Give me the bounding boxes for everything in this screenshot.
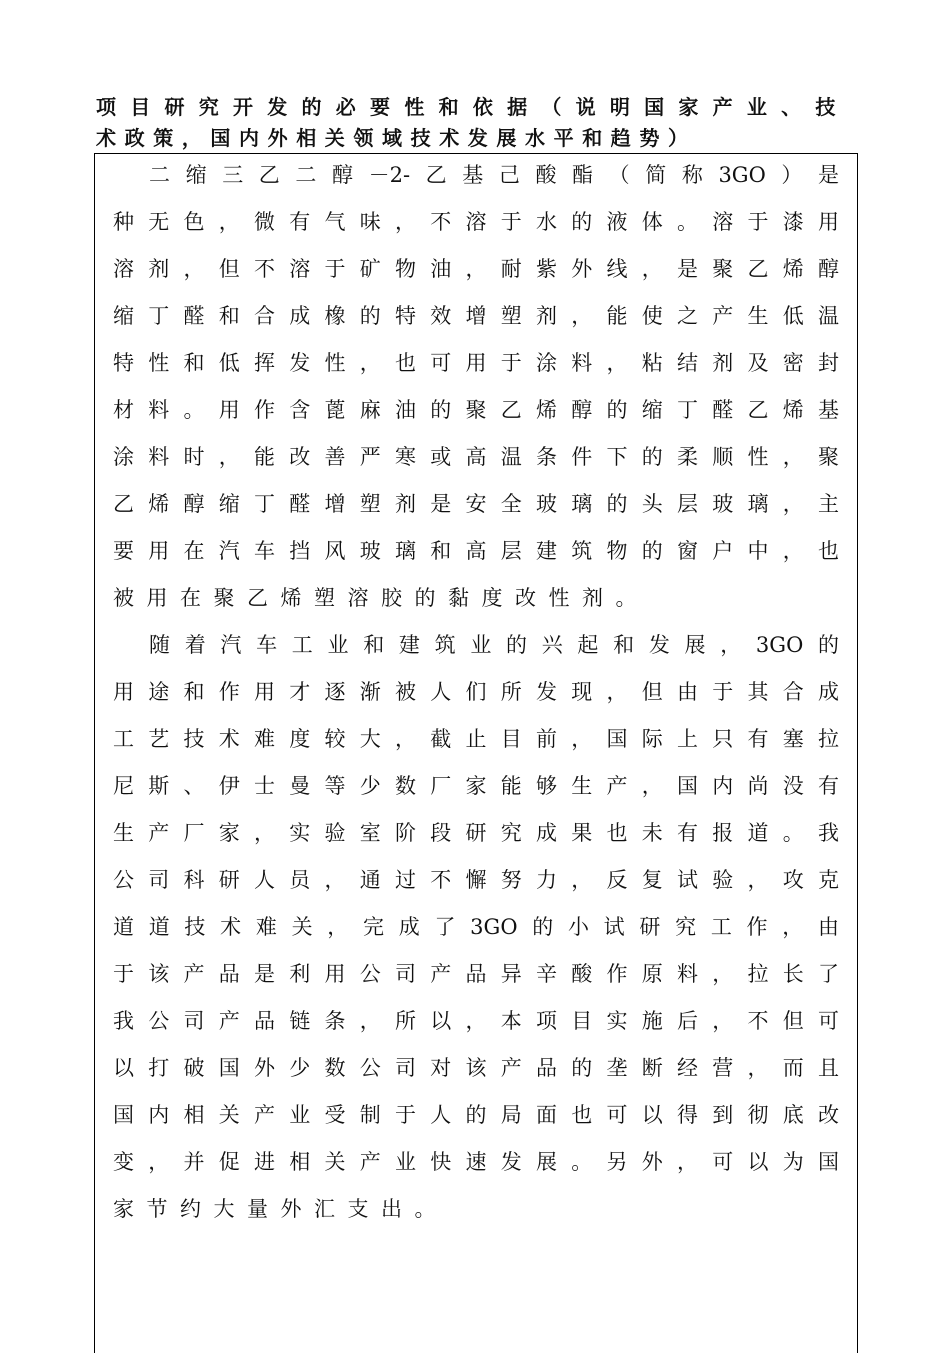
text-line: 生产厂家，实验室阶段研究成果也未有报道。我 [113,821,839,845]
text-line: 要用在汽车挡风玻璃和高层建筑物的窗户中，也 [113,539,839,563]
text-line: 种无色，微有气味，不溶于水的液体。溶于漆用 [113,210,839,234]
text-line: 于该产品是利用公司产品异辛酸作原料，拉长了 [113,962,839,986]
section-heading-line-1: 项目研究开发的必要性和依据（说明国家产业、技 [96,95,844,119]
paragraph-1 [113,152,839,622]
paragraph-2 [113,622,839,1233]
text-line: 涂料时，能改善严寒或高温条件下的柔顺性，聚 [113,445,839,469]
text-line: 变，并促进相关产业快速发展。另外，可以为国 [113,1150,839,1174]
text-line: 工艺技术难度较大，截止目前，国际上只有塞拉 [113,727,839,751]
text-line: 被用在聚乙烯塑溶胶的黏度改性剂。 [113,586,649,610]
text-line: 溶剂，但不溶于矿物油，耐紫外线，是聚乙烯醇 [113,257,839,281]
text-line: 尼斯、伊士曼等少数厂家能够生产，国内尚没有 [113,774,839,798]
text-line: 用途和作用才逐渐被人们所发现，但由于其合成 [113,680,839,704]
text-line: 二缩三乙二醇－2-乙基己酸酯（简称3GO）是 [149,163,839,187]
text-line: 家节约大量外汇支出。 [113,1197,448,1221]
text-line: 以打破国外少数公司对该产品的垄断经营，而且 [113,1056,839,1080]
section-heading [96,92,844,154]
text-line: 我公司产品链条，所以，本项目实施后，不但可 [113,1009,839,1033]
text-line: 道道技术难关，完成了3GO的小试研究工作，由 [113,915,839,939]
text-line: 缩丁醛和合成橡的特效增塑剂，能使之产生低温 [113,304,839,328]
text-line: 乙烯醇缩丁醛增塑剂是安全玻璃的头层玻璃，主 [113,492,839,516]
content-body [113,152,839,1233]
text-line: 国内相关产业受制于人的局面也可以得到彻底改 [113,1103,839,1127]
text-line: 公司科研人员，通过不懈努力，反复试验，攻克 [113,868,839,892]
text-line: 材料。用作含蓖麻油的聚乙烯醇的缩丁醛乙烯基 [113,398,839,422]
text-line: 特性和低挥发性，也可用于涂料，粘结剂及密封 [113,351,839,375]
section-heading-line-2: 术政策，国内外相关领域技术发展水平和趋势） [96,126,697,150]
text-line: 随着汽车工业和建筑业的兴起和发展，3GO的 [149,633,839,657]
